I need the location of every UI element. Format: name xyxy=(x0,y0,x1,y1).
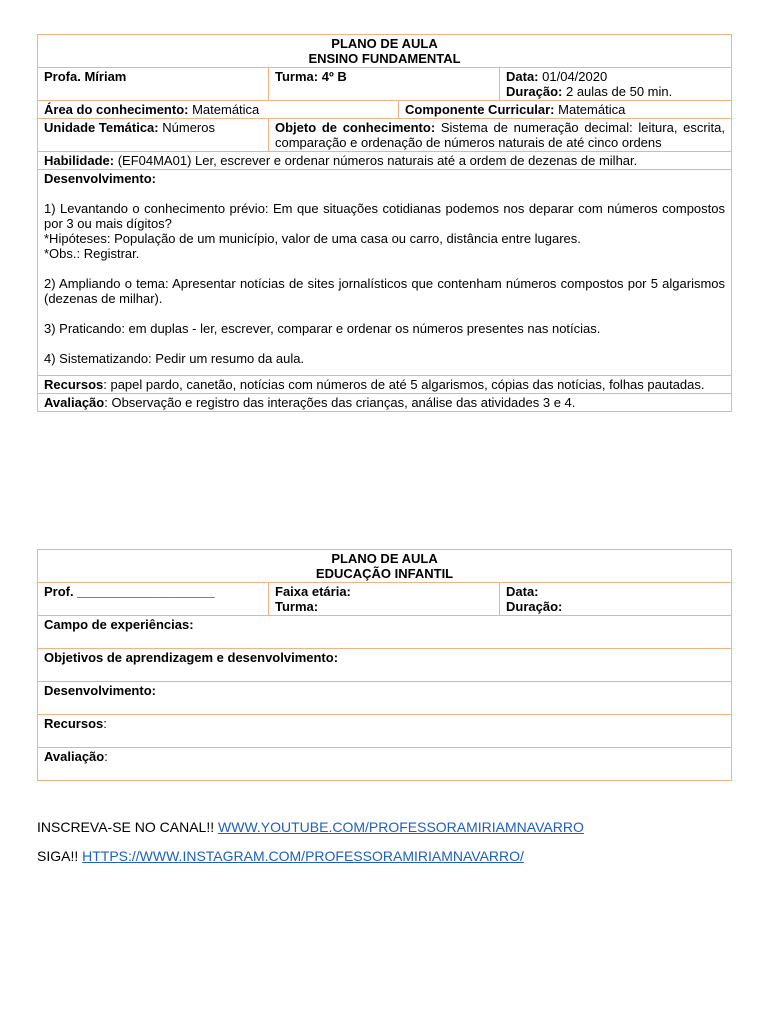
plan2-subtitle: EDUCAÇÃO INFANTIL xyxy=(315,566,454,581)
plan1-desenvolvimento-cell xyxy=(38,170,732,376)
plan1-header xyxy=(38,35,732,68)
plan1-turma-value: 4º B xyxy=(321,69,347,84)
plan1-prof: Profa. Míriam xyxy=(44,69,127,84)
plan2-prof-cell xyxy=(38,583,269,616)
lesson-plan-educacao-infantil xyxy=(37,549,732,781)
plan1-objeto-cell: Objeto de conhecimento: Sistema de numeração decimal: leitura, escrita, comparação e ordenação de números naturais de até cinco ordens xyxy=(269,119,732,152)
plan2-turma-label: Turma: xyxy=(275,599,319,614)
youtube-link[interactable]: WWW.YOUTUBE.COM/PROFESSORAMIRIAMNAVARRO xyxy=(218,819,584,835)
plan1-dev-step-1: 1) Levantando o conhecimento prévio: Em que situações cotidianas podemos nos deparar com números compostos por 3 ou mais dígitos? xyxy=(44,201,726,231)
plan1-objeto-value: Sistema de numeração decimal: leitura, escrita, comparação e ordenação de números naturais de até cinco ordens xyxy=(275,120,726,150)
plan1-dev-step-4: 4) Sistematizando: Pedir um resumo da aula. xyxy=(44,351,305,366)
plan1-avaliacao-value: : Observação e registro das interações das crianças, análise das atividades 3 e 4. xyxy=(104,395,576,410)
plan1-dev-step-3: 3) Praticando: em duplas - ler, escrever, comparar e ordenar os números presentes nas notícias. xyxy=(44,321,601,336)
plan2-data-label: Data: xyxy=(506,584,539,599)
footer-follow-line xyxy=(37,848,524,864)
plan1-title: PLANO DE AULA xyxy=(331,36,438,51)
plan1-data-cell: Data: 01/04/2020 Duração: 2 aulas de 50 min. xyxy=(500,68,732,101)
plan1-componente-cell: Componente Curricular: Matemática xyxy=(399,101,732,119)
plan1-desenvolvimento-label: Desenvolvimento: xyxy=(44,171,156,186)
plan1-dev-step-2: 2) Ampliando o tema: Apresentar notícias de sites jornalísticos que contenham números compostos por 5 algarismos (dezenas de milhar). xyxy=(44,276,726,306)
footer-subscribe-text: INSCREVA-SE NO CANAL!! xyxy=(37,819,219,835)
plan1-recursos-cell: Recursos: papel pardo, canetão, notícias com números de até 5 algarismos, cópias das notícias, folhas pautadas. xyxy=(38,376,732,394)
plan2-faixa-label: Faixa etária: xyxy=(275,584,351,599)
plan2-header xyxy=(38,550,732,583)
plan1-dev-obs: *Obs.: Registrar. xyxy=(44,246,140,261)
plan1-unidade-cell: Unidade Temática: Números xyxy=(38,119,269,152)
plan1-componente-value: Matemática xyxy=(558,102,626,117)
footer-follow-text: SIGA!! xyxy=(37,848,83,864)
plan1-habilidade-value: (EF04MA01) Ler, escrever e ordenar números naturais até a ordem de dezenas de milhar. xyxy=(117,153,638,168)
plan2-prof: Prof. ___________________ xyxy=(44,584,215,599)
plan1-prof-cell xyxy=(38,68,269,101)
plan1-unidade-value: Números xyxy=(162,120,215,135)
plan1-dev-hipoteses: *Hipóteses: População de um município, valor de uma casa ou carro, distância entre lugares. xyxy=(44,231,581,246)
plan2-data-cell xyxy=(500,583,732,616)
plan2-desenvolvimento-cell: Desenvolvimento: xyxy=(38,682,732,715)
plan2-avaliacao-cell: Avaliação: xyxy=(38,748,732,781)
plan1-turma-cell: Turma: 4º B xyxy=(269,68,500,101)
footer-subscribe-line xyxy=(37,819,584,835)
lesson-plan-ensino-fundamental xyxy=(37,34,732,412)
plan1-area-cell: Área do conhecimento: Matemática xyxy=(38,101,399,119)
plan2-title: PLANO DE AULA xyxy=(331,551,438,566)
plan1-duracao-value: 2 aulas de 50 min. xyxy=(565,84,673,99)
plan1-recursos-value: : papel pardo, canetão, notícias com números de até 5 algarismos, cópias das notícias, folhas pautadas. xyxy=(103,377,705,392)
plan2-recursos-cell: Recursos: xyxy=(38,715,732,748)
plan2-duracao-label: Duração: xyxy=(506,599,563,614)
plan1-subtitle: ENSINO FUNDAMENTAL xyxy=(308,51,461,66)
plan1-area-value: Matemática xyxy=(192,102,260,117)
plan2-objetivos-cell: Objetivos de aprendizagem e desenvolvimento: xyxy=(38,649,732,682)
plan2-faixa-cell xyxy=(269,583,500,616)
plan1-habilidade-cell: Habilidade: (EF04MA01) Ler, escrever e ordenar números naturais até a ordem de dezenas de milhar. xyxy=(38,152,732,170)
plan1-avaliacao-cell: Avaliação: Observação e registro das interações das crianças, análise das atividades 3 e 4. xyxy=(38,394,732,412)
plan2-campo-cell: Campo de experiências: xyxy=(38,616,732,649)
instagram-link[interactable]: HTTPS://WWW.INSTAGRAM.COM/PROFESSORAMIRIAMNAVARRO/ xyxy=(82,848,524,864)
plan1-data-value: 01/04/2020 xyxy=(542,69,608,84)
